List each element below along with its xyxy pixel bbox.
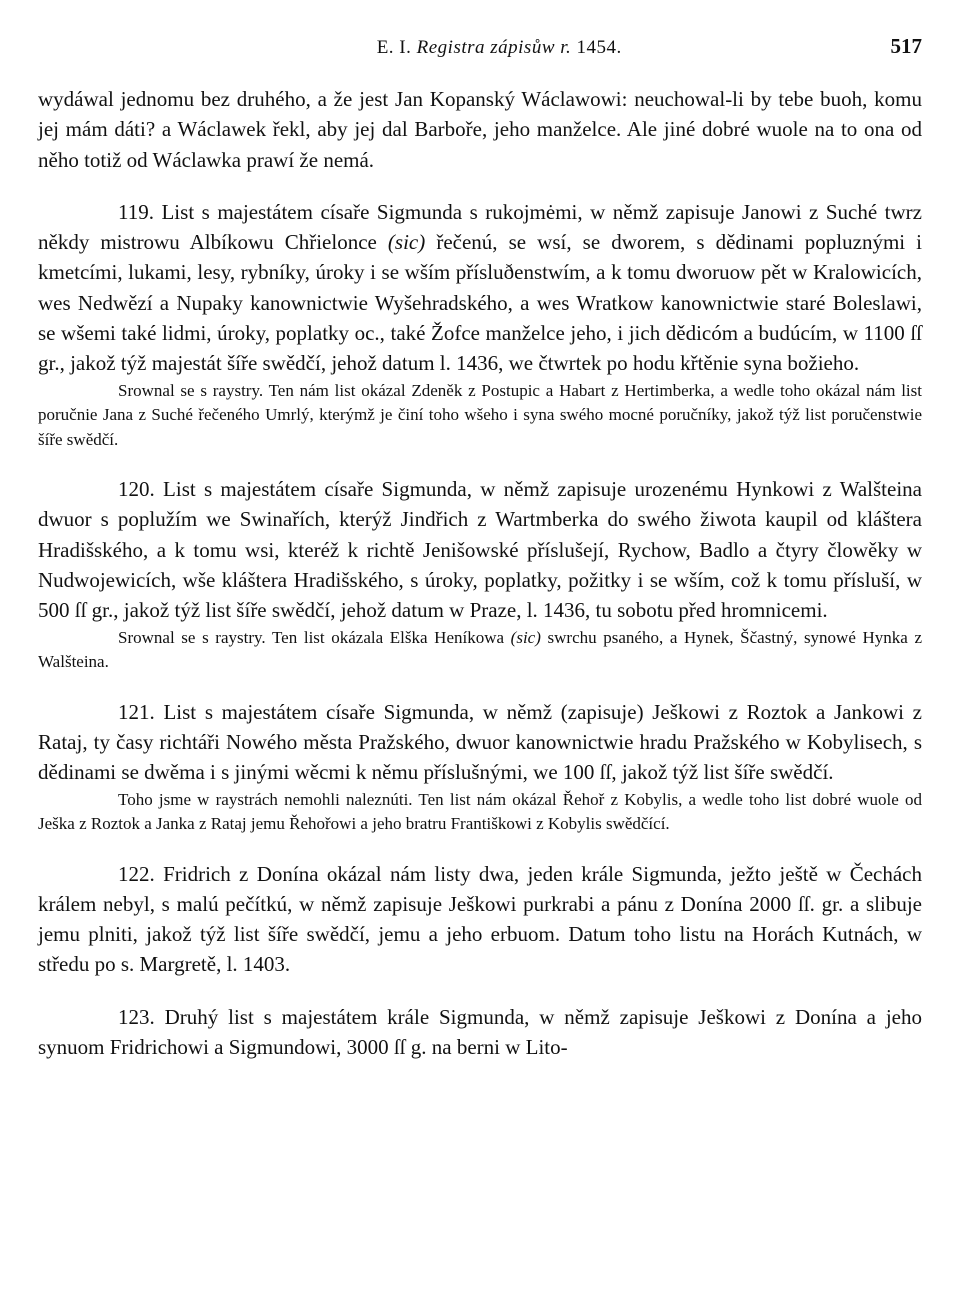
entry-body xyxy=(38,197,922,379)
entry-body xyxy=(38,1002,922,1063)
sic-marker: (sic) xyxy=(510,627,541,647)
entry-122 xyxy=(38,859,922,980)
entry-number: 123. xyxy=(118,1004,155,1029)
entry-text: Druhý list s majestátem krále Sigmunda, w němž zapisuje Ješkowi z Donína a jeho synuom Fridrichowi a Sigmundowi, 3000 ſſ g. na berni w Lito- xyxy=(38,1004,922,1060)
running-header xyxy=(38,34,922,70)
note-text-part: swrchu psaného, a Hynek, Ščastný, synowé Hynka z Walšteina. xyxy=(38,627,922,672)
entry-note: Srownal se s raystry. Ten nám list okázal Zdeněk z Postupic a Habart z Hertimberka, a wedle toho okázal nám list poručnie Jana z Suché řečeného Umrlý, kterýmž je činí toho wšeho i syna swého mocné poručníky, jakož týž list poručenstwie šíře swědčí. xyxy=(38,380,922,449)
note-text-part: Srownal se s raystry. Ten list okázala Elška Heníkowa xyxy=(118,627,505,647)
sic-marker: (sic) xyxy=(387,230,426,255)
entry-body xyxy=(38,859,922,980)
page xyxy=(38,34,922,1062)
entry-note xyxy=(38,626,922,675)
running-title-italic: Registra zápisůw r. xyxy=(416,37,572,58)
entry-number: 121. xyxy=(118,699,155,724)
intro-text: wydáwal jednomu bez druhého, a že jest Jan Kopanský Wáclawowi: neuchowal-li by tebe buoh, komu jej mám dáti? a Wáclawek řekl, aby jej dal Barboře, jeho manželce. Ale jiné dobré wuole na to ona od něho totiž od Wáclawka prawí že nemá. xyxy=(38,87,922,172)
entry-123 xyxy=(38,1002,922,1063)
entry-120 xyxy=(38,474,922,674)
entry-text: List s majestátem císaře Sigmunda, w němž (zapisuje) Ješkowi z Roztok a Jankowi z Rataj, ty časy richtáři Nowého města Pražského, dwuor kanownictwie hradu Pražského w Kobylisech, s dědinami se dwěma i s jinými wěcmi k němu příslušnými, we 100 ſſ, jakož týž list šíře swědčí. xyxy=(38,699,922,785)
entry-119 xyxy=(38,197,922,452)
entry-note: Toho jsme w raystrách nemohli naleznúti. Ten list nám okázal Řehoř z Kobylis, a wedle toho list dobré wuole od Ješka z Roztok a Janka z Rataj jemu Řehořowi a jeho bratru Františkowi z Kobylis swědčící. xyxy=(38,789,922,834)
entry-121 xyxy=(38,697,922,837)
entry-number: 119. xyxy=(118,199,154,224)
entry-text: Fridrich z Donína okázal nám listy dwa, jeden krále Sigmunda, ježto ještě w Čechách králem nebyl, s malú pečítkú, w němž zapisuje Ješkowi purkrabi a pánu z Donína 2000 ſſ. gr. a slibuje jemu plniti, jakož týž list šíře swědčí, jemu a jeho erbuom. Datum toho listu na Horách Kutnách, w středu po s. Margretě, l. 1403. xyxy=(38,861,923,977)
entry-body xyxy=(38,697,922,788)
entry-text: List s majestátem císaře Sigmunda, w němž zapisuje urozenému Hynkowi z Walšteina dwuor s poplužím we Swinařích, kterýž Jindřich z Wartmberka do swého žiwota kaupil od kláštera Hradišského, a k tomu wsi, kteréž k richtě Jenišowské příslušejí, Rychow, Badlo a čtyry člowěky w Nudwojewicích, wše kláštera Hradišského, s úroky, poplatky, požitky i se wším, což k tomu přísluší, w 500 ſſ gr., jakož týž list šíře swědčí, jehož datum w Praze, l. 1436, tu sobotu před hromnicemi. xyxy=(38,477,922,623)
intro-paragraph xyxy=(38,84,922,175)
section-label: E. I. xyxy=(376,37,412,58)
entry-text-part: List s majestátem císaře Sigmunda s rukojmėmi, w němž zapisuje Janowi z Suché twrz někdy mistrowu Albíkowu Chřielonce xyxy=(38,199,922,255)
running-title-year: 1454. xyxy=(576,37,622,58)
running-title xyxy=(38,37,891,59)
entry-number: 120. xyxy=(118,477,155,502)
page-number: 517 xyxy=(890,34,922,58)
entry-number: 122. xyxy=(118,861,155,886)
entry-text-part: řečenú, se wsí, se dworem, s dědinami popluznými i kmetcími, lukami, lesy, rybníky, úroky i se wším přísluðenstwím, a k tomu dworuow pět w Kralowicích, wes Nedwězí a Nupaky kanownictwie Wyšehradského, a wes Wratkow kanownictwie staré Boleslawi, se wšemi také lidmi, úroky, poplatky oc., také Žofce manželce jeho, i jich dědicóm a budúcím, w 1100 ſſ gr., jakož týž majestát šíře swědčí, jehož datum l. 1436, we čtwrtek po hodu křtěnie syna božieho. xyxy=(38,230,923,376)
entry-body xyxy=(38,474,922,625)
